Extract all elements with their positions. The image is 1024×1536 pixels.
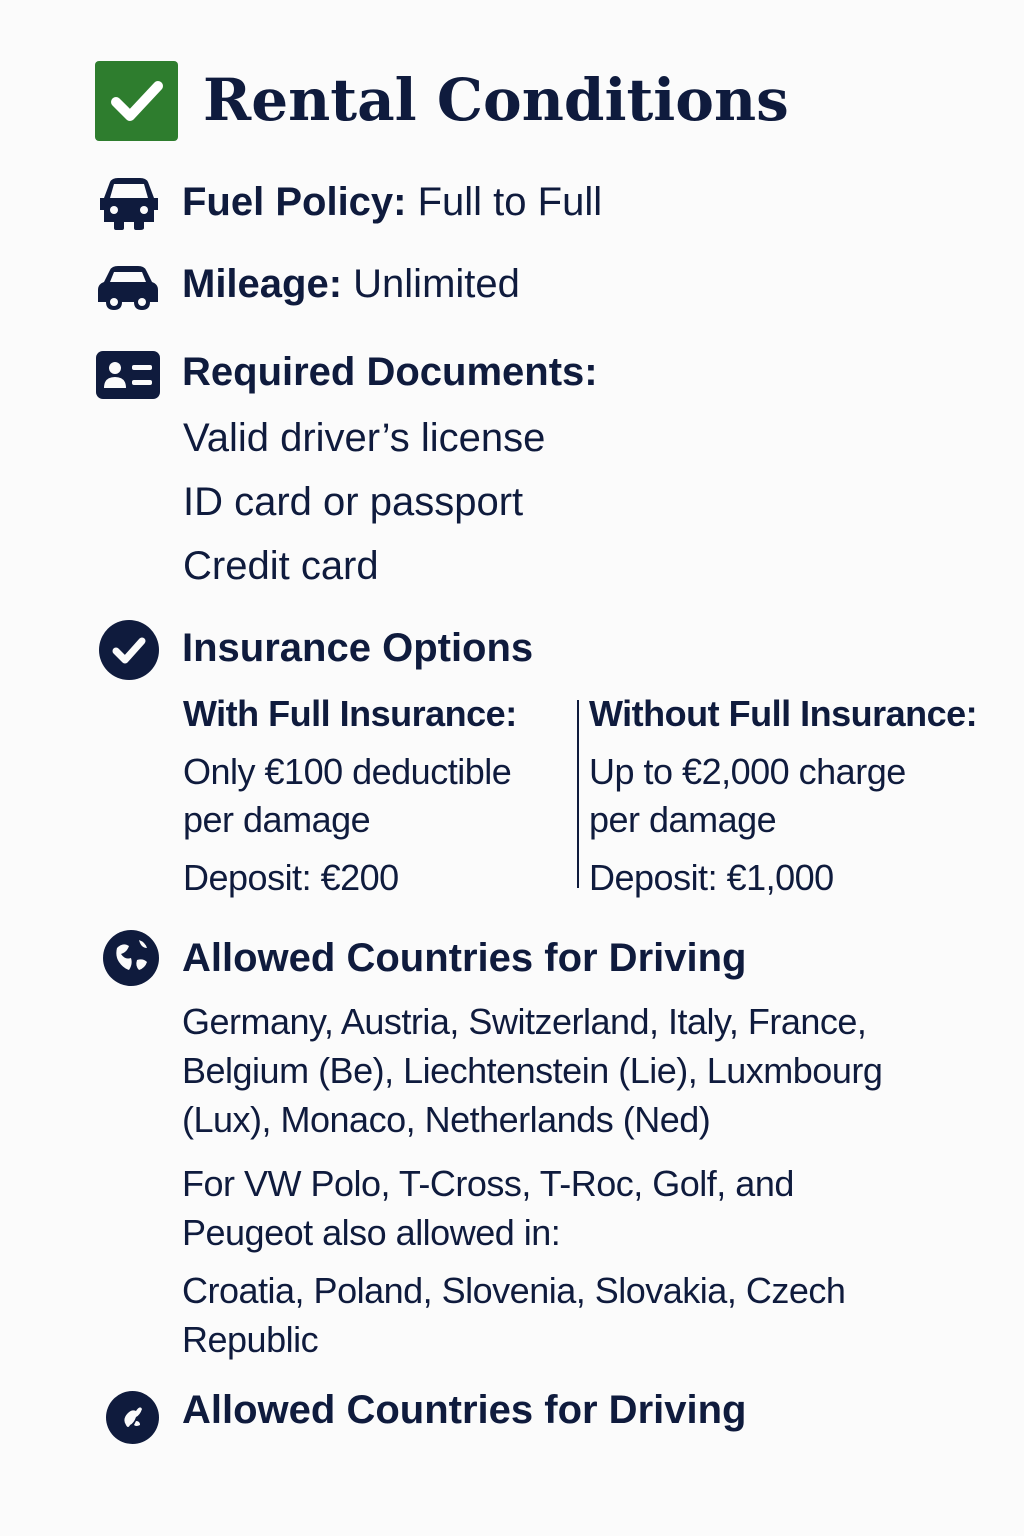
checkbox-checked-icon — [95, 61, 178, 141]
insurance-with-deposit: Deposit: €200 — [183, 857, 399, 898]
countries-list-line3: (Lux), Monaco, Netherlands (Ned) — [182, 1099, 711, 1140]
countries-list-line2: Belgium (Be), Liechtenstein (Lie), Luxmbourg — [182, 1050, 883, 1091]
countries-heading-2: Allowed Countries for Driving — [182, 1388, 747, 1432]
countries-heading: Allowed Countries for Driving — [182, 936, 747, 980]
page-title: Rental Conditions — [203, 66, 789, 134]
countries-list — [182, 997, 982, 1144]
globe-icon — [103, 930, 159, 986]
countries-extra-list-line1: Croatia, Poland, Slovenia, Slovakia, Czech — [182, 1270, 846, 1311]
countries-extra-note — [182, 1159, 982, 1257]
insurance-without-line2: per damage — [589, 799, 777, 840]
insurance-with-heading: With Full Insurance: — [183, 693, 517, 734]
countries-extra-line1: For VW Polo, T-Cross, T-Roc, Golf, and — [182, 1163, 794, 1204]
insurance-without-heading: Without Full Insurance: — [589, 693, 978, 734]
countries-list-line1: Germany, Austria, Switzerland, Italy, France, — [182, 1001, 867, 1042]
check-circle-icon — [99, 620, 159, 680]
car-icon — [96, 264, 160, 312]
insurance-without-line1: Up to €2,000 charge — [589, 751, 906, 792]
fuel-policy-value: Full to Full — [406, 180, 603, 224]
mileage-value: Unlimited — [342, 262, 520, 306]
car-front-icon — [96, 176, 162, 232]
mileage-label: Mileage: — [182, 262, 343, 306]
insurance-without-column — [589, 690, 1019, 902]
countries-extra-list — [182, 1266, 982, 1364]
mileage-row — [182, 260, 520, 308]
column-divider — [577, 700, 579, 888]
insurance-without-deposit: Deposit: €1,000 — [589, 857, 834, 898]
insurance-without-text — [589, 748, 1019, 844]
insurance-with-text — [183, 748, 583, 844]
document-item-id: ID card or passport — [183, 480, 524, 524]
document-item-license: Valid driver’s license — [183, 416, 546, 460]
insurance-heading: Insurance Options — [182, 626, 534, 670]
countries-extra-list-line2: Republic — [182, 1319, 319, 1360]
insurance-with-column — [183, 690, 583, 902]
id-card-icon — [96, 351, 160, 399]
insurance-with-line2: per damage — [183, 799, 371, 840]
document-item-credit-card: Credit card — [183, 544, 379, 588]
fuel-policy-row — [182, 178, 602, 226]
globe-icon — [106, 1391, 159, 1444]
fuel-policy-label: Fuel Policy: — [182, 180, 407, 224]
documents-heading: Required Documents: — [182, 350, 598, 394]
countries-extra-line2: Peugeot also allowed in: — [182, 1212, 561, 1253]
insurance-with-line1: Only €100 deductible — [183, 751, 512, 792]
